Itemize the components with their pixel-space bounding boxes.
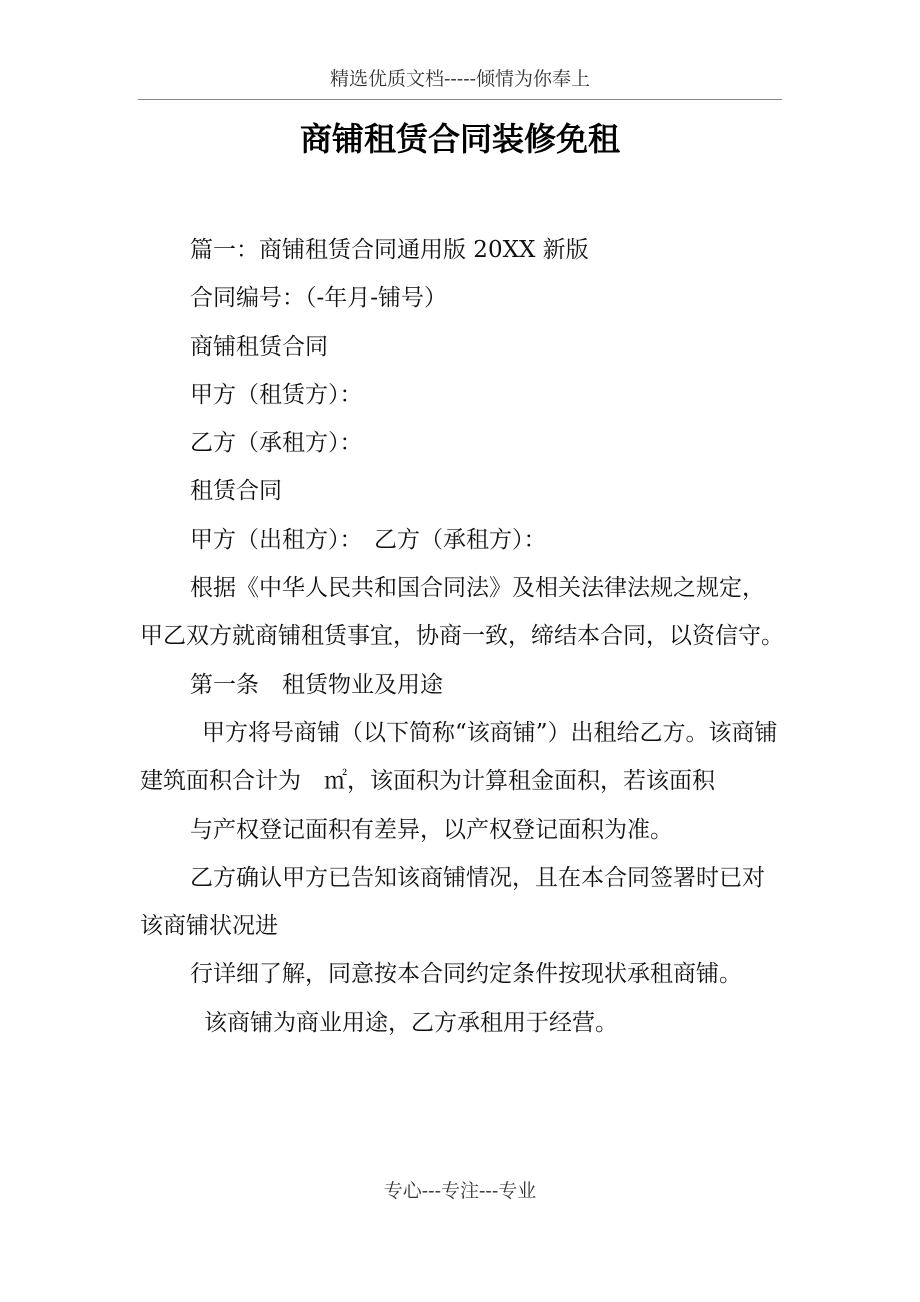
paragraph-preamble: 根据《中华人民共和国合同法》及相关法律法规之规定，甲乙双方就商铺租赁事宜，协商一致，缔结本合同，以资信守。 — [140, 575, 784, 650]
paragraph-party-b-confirmation: 乙方确认甲方已告知该商铺情况，且在本合同签署时已对该商铺状况进 — [140, 864, 765, 940]
paragraph-section-heading: 篇一：商铺租赁合同通用版 20XX 新版 — [190, 237, 589, 263]
paragraph-party-a: 甲方（租赁方）： — [190, 381, 363, 408]
paragraph-contract-number: 合同编号：（-年月-铺号） — [190, 285, 448, 312]
footer-text: 专心---专注---专业 — [383, 1180, 537, 1202]
page-header — [138, 64, 782, 100]
header-text: 精选优质文档-----倾情为你奉上 — [329, 68, 591, 90]
document-title: 商铺租赁合同装修免租 — [299, 120, 620, 158]
paragraph-contract-name: 商铺租赁合同 — [190, 333, 328, 360]
paragraph-party-b: 乙方（承租方）： — [190, 430, 363, 457]
paragraph-area-difference: 与产权登记面积有差异，以产权登记面积为准。 — [190, 816, 673, 843]
paragraph-usage: 该商铺为商业用途，乙方承租用于经营。 — [204, 1009, 618, 1036]
document-body — [140, 226, 785, 1047]
paragraph-lease-contract: 租赁合同 — [190, 478, 282, 505]
paragraph-parties: 甲方（出租方）： 乙方（承租方）： — [190, 526, 547, 553]
paragraph-premises-description: 甲方将号商铺（以下简称“该商铺”）出租给乙方。该商铺建筑面积合计为 ㎡，该面积为计算租金面积，若该面积 — [140, 719, 778, 795]
paragraph-accept-status: 行详细了解，同意按本合同约定条件按现状承租商铺。 — [190, 961, 742, 988]
paragraph-article-one-heading: 第一条 租赁物业及用途 — [190, 671, 443, 698]
page-footer — [0, 1176, 920, 1206]
